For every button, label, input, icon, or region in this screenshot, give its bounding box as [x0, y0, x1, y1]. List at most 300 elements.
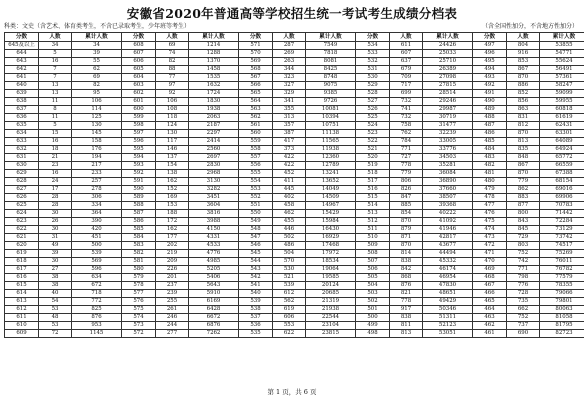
table-cell: 12789: [306, 162, 356, 170]
table-cell: 77: [156, 74, 189, 82]
table-cell: 843: [507, 218, 540, 226]
table-cell: 21938: [306, 306, 356, 314]
table-cell: 82723: [540, 330, 584, 338]
table-cell: 411: [273, 178, 306, 186]
table-cell: 600: [122, 106, 156, 114]
table-cell: 54: [39, 298, 72, 306]
table-cell: 16929: [306, 234, 356, 242]
table-cell: 549: [239, 218, 273, 226]
table-cell: 78355: [540, 282, 584, 290]
table-cell: 508: [356, 250, 390, 258]
table-cell: 465: [473, 298, 507, 306]
table-cell: 46954: [423, 274, 473, 282]
table-cell: 870: [507, 74, 540, 82]
table-cell: 69: [156, 42, 189, 50]
table-cell: 464: [473, 306, 507, 314]
table-cell: 82: [156, 58, 189, 66]
table-cell: 202: [156, 242, 189, 250]
table-cell: 606: [122, 58, 156, 66]
table-cell: 466: [473, 290, 507, 298]
table-row: [5, 266, 584, 274]
table-cell: 877: [507, 202, 540, 210]
table-cell: 64089: [540, 138, 584, 146]
table-cell: 2830: [189, 162, 239, 170]
table-cell: 626: [5, 194, 39, 202]
table-cell: 573: [122, 322, 156, 330]
table-cell: 114: [72, 106, 122, 114]
table-cell: 593: [122, 162, 156, 170]
table-cell: 602: [122, 90, 156, 98]
table-cell: 643: [5, 58, 39, 66]
table-cell: 11: [39, 98, 72, 106]
table-cell: 804: [507, 42, 540, 50]
table-row: [5, 274, 584, 282]
table-cell: 12360: [306, 154, 356, 162]
table-cell: 10751: [306, 122, 356, 130]
table-cell: 502: [273, 234, 306, 242]
table-cell: 530: [356, 74, 390, 82]
table-cell: 39368: [423, 202, 473, 210]
table-cell: 16: [39, 138, 72, 146]
table-cell: 583: [122, 242, 156, 250]
table-cell: 79066: [540, 290, 584, 298]
table-cell: 53: [39, 322, 72, 330]
table-cell: 487: [473, 122, 507, 130]
table-cell: 28: [39, 194, 72, 202]
table-cell: 953: [72, 322, 122, 330]
table-cell: 4776: [189, 250, 239, 258]
table-cell: 577: [122, 290, 156, 298]
table-cell: 481: [473, 170, 507, 178]
table-cell: 842: [390, 266, 423, 274]
table-cell: 390: [72, 218, 122, 226]
table-cell: 130: [156, 130, 189, 138]
table-cell: 762: [390, 130, 423, 138]
table-cell: 779: [507, 178, 540, 186]
table-cell: 19585: [306, 274, 356, 282]
table-cell: 607: [390, 50, 423, 58]
table-cell: 623: [5, 218, 39, 226]
table-cell: 867: [507, 162, 540, 170]
table-cell: 5205: [189, 266, 239, 274]
table-cell: 625: [5, 202, 39, 210]
score-table: [4, 32, 584, 338]
table-cell: 562: [273, 298, 306, 306]
table-cell: 33776: [423, 146, 473, 154]
table-cell: 125: [72, 114, 122, 122]
table-cell: 8: [39, 106, 72, 114]
column-header: 累计人数: [423, 33, 473, 42]
table-cell: 24426: [423, 42, 473, 50]
table-cell: 4331: [189, 234, 239, 242]
table-cell: 488: [473, 114, 507, 122]
table-cell: 82: [72, 82, 122, 90]
table-cell: 462: [273, 210, 306, 218]
table-cell: 29246: [423, 98, 473, 106]
table-cell: 233: [72, 170, 122, 178]
table-cell: 15: [39, 130, 72, 138]
table-cell: 16: [39, 58, 72, 66]
table-row: [5, 146, 584, 154]
table-cell: 76782: [540, 266, 584, 274]
table-cell: 525: [356, 114, 390, 122]
table-cell: 758: [390, 122, 423, 130]
table-cell: 845: [507, 226, 540, 234]
table-cell: 814: [390, 250, 423, 258]
table-cell: 637: [390, 58, 423, 66]
table-cell: 709: [390, 74, 423, 82]
table-cell: 594: [122, 154, 156, 162]
table-cell: 520: [356, 154, 390, 162]
table-cell: 269: [273, 50, 306, 58]
table-cell: 741: [390, 106, 423, 114]
table-cell: 813: [507, 138, 540, 146]
table-cell: 39: [39, 250, 72, 258]
table-cell: 496: [473, 50, 507, 58]
table-cell: 14967: [306, 202, 356, 210]
page-footer: 第 1 页，共 6 页: [267, 388, 317, 396]
table-cell: 540: [239, 290, 273, 298]
table-cell: 533: [356, 50, 390, 58]
table-cell: 876: [72, 314, 122, 322]
table-row: [5, 242, 584, 250]
table-cell: 826: [390, 186, 423, 194]
table-cell: 553: [239, 186, 273, 194]
table-cell: 217: [72, 162, 122, 170]
table-cell: 586: [122, 218, 156, 226]
table-cell: 43677: [423, 242, 473, 250]
table-cell: 542: [239, 274, 273, 282]
table-cell: 863: [507, 106, 540, 114]
table-cell: 556: [239, 162, 273, 170]
table-cell: 15429: [306, 210, 356, 218]
table-cell: 334: [72, 202, 122, 210]
table-cell: 603: [122, 82, 156, 90]
table-cell: 737: [507, 322, 540, 330]
table-cell: 612: [273, 290, 306, 298]
table-cell: 355: [273, 106, 306, 114]
column-header: 人数: [39, 33, 72, 42]
table-cell: 244: [156, 322, 189, 330]
table-cell: 517: [356, 178, 390, 186]
table-row: [5, 50, 584, 58]
column-header: 分数: [473, 33, 507, 42]
table-cell: 511: [356, 226, 390, 234]
table-cell: 536: [239, 322, 273, 330]
table-row: [5, 178, 584, 186]
table-cell: 569: [72, 258, 122, 266]
table-cell: 32239: [423, 130, 473, 138]
table-cell: 263: [273, 58, 306, 66]
table-cell: 137: [156, 154, 189, 162]
table-cell: 59099: [540, 90, 584, 98]
table-cell: 778: [390, 298, 423, 306]
table-row: [5, 74, 584, 82]
table-cell: 825: [72, 306, 122, 314]
table-cell: 610: [5, 322, 39, 330]
table-cell: 491: [473, 90, 507, 98]
table-cell: 18534: [306, 258, 356, 266]
table-cell: 495: [473, 58, 507, 66]
table-row: [5, 186, 584, 194]
table-cell: 622: [273, 330, 306, 338]
table-cell: 521: [273, 274, 306, 282]
table-cell: 635: [5, 122, 39, 130]
table-cell: 567: [239, 74, 273, 82]
table-cell: 455: [273, 218, 306, 226]
table-cell: 1632: [189, 82, 239, 90]
table-cell: 630: [5, 162, 39, 170]
table-cell: 552: [239, 194, 273, 202]
table-cell: 539: [72, 250, 122, 258]
table-cell: 462: [473, 322, 507, 330]
table-cell: 806: [390, 178, 423, 186]
table-cell: 255: [156, 298, 189, 306]
table-cell: 17: [39, 186, 72, 194]
table-cell: 1458: [189, 66, 239, 74]
table-cell: 486: [273, 242, 306, 250]
table-cell: 34: [39, 42, 72, 50]
table-row: [5, 154, 584, 162]
table-cell: 478: [473, 194, 507, 202]
table-cell: 73742: [540, 234, 584, 242]
table-cell: 516: [356, 186, 390, 194]
table-cell: 531: [356, 66, 390, 74]
table-cell: 597: [122, 130, 156, 138]
table-cell: 10081: [306, 106, 356, 114]
table-cell: 461: [473, 330, 507, 338]
table-cell: 74: [156, 50, 189, 58]
table-cell: 535: [239, 330, 273, 338]
table-cell: 88: [156, 66, 189, 74]
table-cell: 5: [39, 122, 72, 130]
table-cell: 17972: [306, 250, 356, 258]
table-cell: 821: [390, 290, 423, 298]
subtitle-row: [4, 22, 578, 32]
table-cell: 323: [273, 74, 306, 82]
table-cell: 30: [39, 226, 72, 234]
table-cell: 642: [5, 66, 39, 74]
table-cell: 604: [122, 74, 156, 82]
table-cell: 51311: [423, 314, 473, 322]
table-cell: 246: [156, 314, 189, 322]
table-cell: 627: [5, 186, 39, 194]
table-cell: 784: [390, 138, 423, 146]
table-cell: 617: [5, 266, 39, 274]
table-cell: 838: [390, 314, 423, 322]
table-cell: 177: [156, 234, 189, 242]
table-cell: 146: [156, 146, 189, 154]
table-cell: 176: [72, 146, 122, 154]
table-cell: 6672: [189, 314, 239, 322]
table-cell: 620: [5, 242, 39, 250]
table-cell: 106: [72, 98, 122, 106]
table-cell: 479: [473, 186, 507, 194]
table-cell: 679: [390, 66, 423, 74]
table-cell: 559: [239, 138, 273, 146]
table-cell: 56491: [540, 66, 584, 74]
table-header-row: [5, 33, 584, 42]
table-cell: 117: [156, 138, 189, 146]
table-cell: 813: [390, 330, 423, 338]
table-cell: 519: [356, 162, 390, 170]
table-row: [5, 330, 584, 338]
table-cell: 564: [239, 98, 273, 106]
table-cell: 835: [507, 146, 540, 154]
table-cell: 662: [507, 306, 540, 314]
table-body: [5, 42, 584, 338]
table-cell: 3604: [189, 202, 239, 210]
table-cell: 77579: [540, 274, 584, 282]
table-cell: 3988: [189, 218, 239, 226]
table-cell: 21319: [306, 298, 356, 306]
table-cell: 614: [5, 290, 39, 298]
table-cell: 543: [239, 266, 273, 274]
table-cell: 510: [356, 234, 390, 242]
table-cell: 545: [239, 250, 273, 258]
table-cell: 609: [5, 330, 39, 338]
table-cell: 507: [356, 258, 390, 266]
table-cell: 862: [507, 186, 540, 194]
table-cell: 470: [473, 258, 507, 266]
table-cell: 46174: [423, 266, 473, 274]
table-cell: 883: [507, 194, 540, 202]
table-cell: 53: [39, 306, 72, 314]
table-cell: 36084: [423, 170, 473, 178]
column-header: 累计人数: [540, 33, 584, 42]
table-cell: 515: [356, 194, 390, 202]
table-cell: 727: [390, 154, 423, 162]
table-row: [5, 66, 584, 74]
table-cell: 417: [273, 138, 306, 146]
table-cell: 611: [390, 42, 423, 50]
table-cell: 402: [273, 194, 306, 202]
table-cell: 771: [507, 266, 540, 274]
table-cell: 420: [72, 226, 122, 234]
table-cell: 539: [273, 282, 306, 290]
table-row: [5, 98, 584, 106]
table-cell: 631: [5, 154, 39, 162]
table-cell: 54771: [540, 50, 584, 58]
table-cell: 539: [239, 298, 273, 306]
table-cell: 800: [507, 210, 540, 218]
table-cell: 547: [239, 234, 273, 242]
table-cell: 49429: [423, 298, 473, 306]
table-cell: 81795: [540, 322, 584, 330]
table-row: [5, 138, 584, 146]
table-cell: 13: [39, 82, 72, 90]
table-cell: 1214: [189, 42, 239, 50]
table-row: [5, 306, 584, 314]
table-cell: 493: [473, 74, 507, 82]
table-cell: 11138: [306, 130, 356, 138]
table-cell: 853: [507, 58, 540, 66]
table-cell: 422: [273, 162, 306, 170]
table-cell: 8081: [306, 58, 356, 66]
table-cell: 592: [122, 170, 156, 178]
table-cell: 201: [156, 274, 189, 282]
table-cell: 505: [356, 274, 390, 282]
table-cell: 7549: [306, 42, 356, 50]
table-cell: 237: [156, 282, 189, 290]
table-cell: 39: [72, 50, 122, 58]
table-cell: 60818: [540, 106, 584, 114]
table-cell: 3130: [189, 178, 239, 186]
table-row: [5, 218, 584, 226]
table-cell: 48: [39, 314, 72, 322]
table-cell: 2414: [189, 138, 239, 146]
table-cell: 498: [356, 330, 390, 338]
table-cell: 70783: [540, 202, 584, 210]
table-cell: 752: [507, 250, 540, 258]
table-cell: 95: [72, 90, 122, 98]
table-cell: 612: [5, 306, 39, 314]
table-cell: 776: [507, 282, 540, 290]
table-row: [5, 226, 584, 234]
table-cell: 616: [5, 274, 39, 282]
table-cell: 506: [356, 266, 390, 274]
subtitle-left: 科类：文史（含艺术、体育类考生，不含已录取考生，少年班等考生）: [4, 23, 191, 30]
table-cell: 582: [122, 250, 156, 258]
table-cell: 1535: [189, 74, 239, 82]
table-cell: 4985: [189, 258, 239, 266]
table-cell: 771: [390, 146, 423, 154]
table-row: [5, 122, 584, 130]
table-cell: 6876: [189, 322, 239, 330]
table-cell: 550: [239, 210, 273, 218]
table-cell: 445: [273, 186, 306, 194]
table-cell: 30719: [423, 114, 473, 122]
table-cell: 576: [122, 298, 156, 306]
table-cell: 596: [72, 266, 122, 274]
table-cell: 35281: [423, 162, 473, 170]
table-cell: 72284: [540, 218, 584, 226]
table-cell: 569: [239, 58, 273, 66]
table-cell: 239: [156, 290, 189, 298]
table-cell: 364: [72, 210, 122, 218]
table-cell: 41092: [423, 218, 473, 226]
table-cell: 38: [39, 282, 72, 290]
table-cell: 639: [5, 90, 39, 98]
table-cell: 47830: [423, 282, 473, 290]
table-cell: 277: [156, 330, 189, 338]
table-cell: 9726: [306, 98, 356, 106]
table-cell: 145: [72, 130, 122, 138]
table-cell: 22544: [306, 314, 356, 322]
table-cell: 72: [39, 330, 72, 338]
table-cell: 34: [72, 42, 122, 50]
table-cell: 154: [156, 162, 189, 170]
table-cell: 728: [507, 290, 540, 298]
table-cell: 57361: [540, 74, 584, 82]
table-cell: 66559: [540, 162, 584, 170]
table-cell: 509: [356, 242, 390, 250]
table-row: [5, 258, 584, 266]
table-cell: 25710: [423, 58, 473, 66]
table-cell: 742: [507, 258, 540, 266]
table-cell: 278: [72, 186, 122, 194]
table-cell: 50346: [423, 306, 473, 314]
table-cell: 124: [156, 122, 189, 130]
table-cell: 67388: [540, 170, 584, 178]
table-cell: 554: [239, 178, 273, 186]
column-header: 人数: [273, 33, 306, 42]
table-cell: 566: [239, 82, 273, 90]
table-cell: 69: [72, 74, 122, 82]
table-cell: 803: [507, 242, 540, 250]
table-row: [5, 82, 584, 90]
table-cell: 6169: [189, 298, 239, 306]
